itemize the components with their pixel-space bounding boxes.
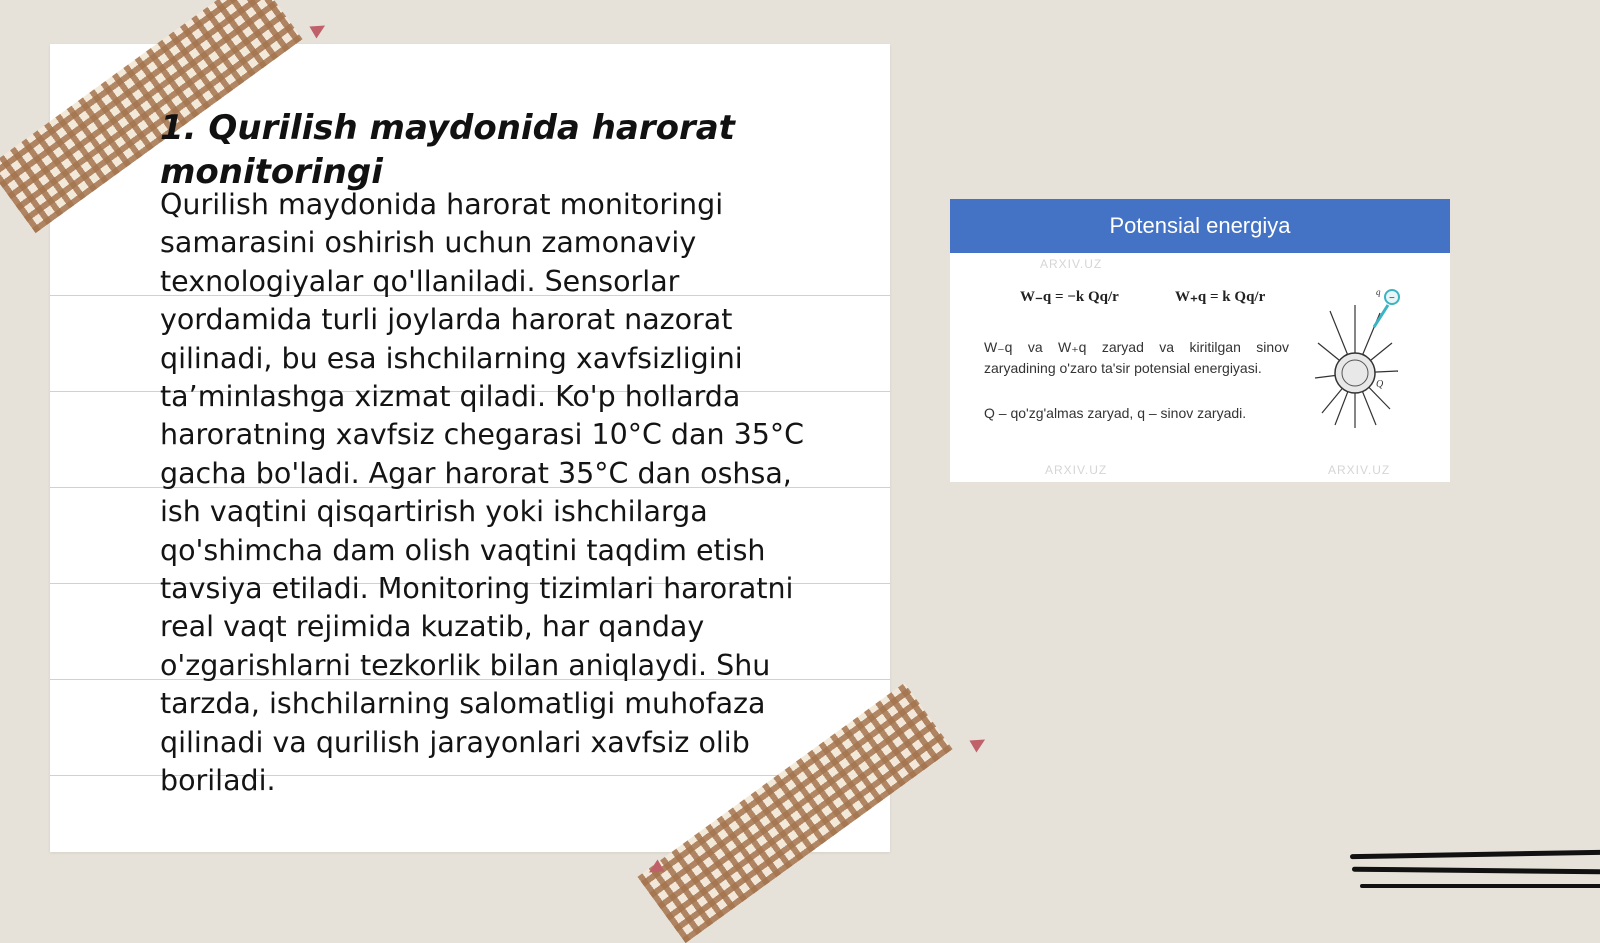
formula-negative: W₋q = −k Qq/r (1020, 289, 1119, 305)
watermark-text: ARXIV.UZ (1328, 463, 1391, 477)
test-charge-label: q (1376, 287, 1381, 297)
watermark-text: ARXIV.UZ (1040, 257, 1103, 271)
central-charge (1335, 353, 1375, 393)
formula-positive: W₊q = k Qq/r (1175, 289, 1266, 305)
figure-title: Potensial energiya (1109, 213, 1291, 238)
charge-field-diagram (1310, 283, 1420, 433)
decorative-stroke (1350, 850, 1600, 859)
test-charge-arrow (1374, 305, 1388, 327)
decorative-stroke (1360, 884, 1600, 888)
figure-note: Q – qo'zg'almas zaryad, q – sinov zaryadi. (984, 405, 1247, 421)
figure-description: W₋q va W₊q zaryad va kiritilgan sinov zaryadining o'zaro ta'sir potensial energiyasi. (984, 339, 1289, 376)
slide-heading: 1. Qurilish maydonida harorat monitoringi (160, 108, 735, 192)
tape-tip-marker (309, 19, 328, 38)
tape-tip-marker (969, 733, 988, 752)
test-charge-sign: − (1389, 293, 1395, 304)
slide-body-text: Qurilish maydonida harorat monitoringi samarasini oshirish uchun zamonaviy texnologiyalar qo'llaniladi. Sensorlar yordamida turli joylarda harorat nazorat qilinadi, bu esa ishchilarning xavfsizligini ta’minlashga xizmat qiladi. Ko'p hollarda haroratning xavfsiz chegarasi 10°C dan 35°C gacha bo'ladi. Agar harorat 35°C dan oshsa, ish vaqtini qisqartirish yoki ishchilarga qo'shimcha dam olish vaqtini taqdim etish tavsiya etiladi. Monitoring tizimlari haroratni real vaqt rejimida kuzatib, har qanday o'zgarishlarni tezkorlik bilan aniqlaydi. Shu tarzda, ishchilarning salomatligi muhofaza qilinadi va qurilish jarayonlari xavfsiz olib boriladi. (160, 188, 805, 798)
decorative-stroke (1352, 867, 1600, 875)
figure-header (950, 199, 1450, 253)
potential-energy-figure (950, 199, 1450, 482)
central-charge-label: Q (1376, 379, 1384, 390)
watermark-text: ARXIV.UZ (1045, 463, 1108, 477)
